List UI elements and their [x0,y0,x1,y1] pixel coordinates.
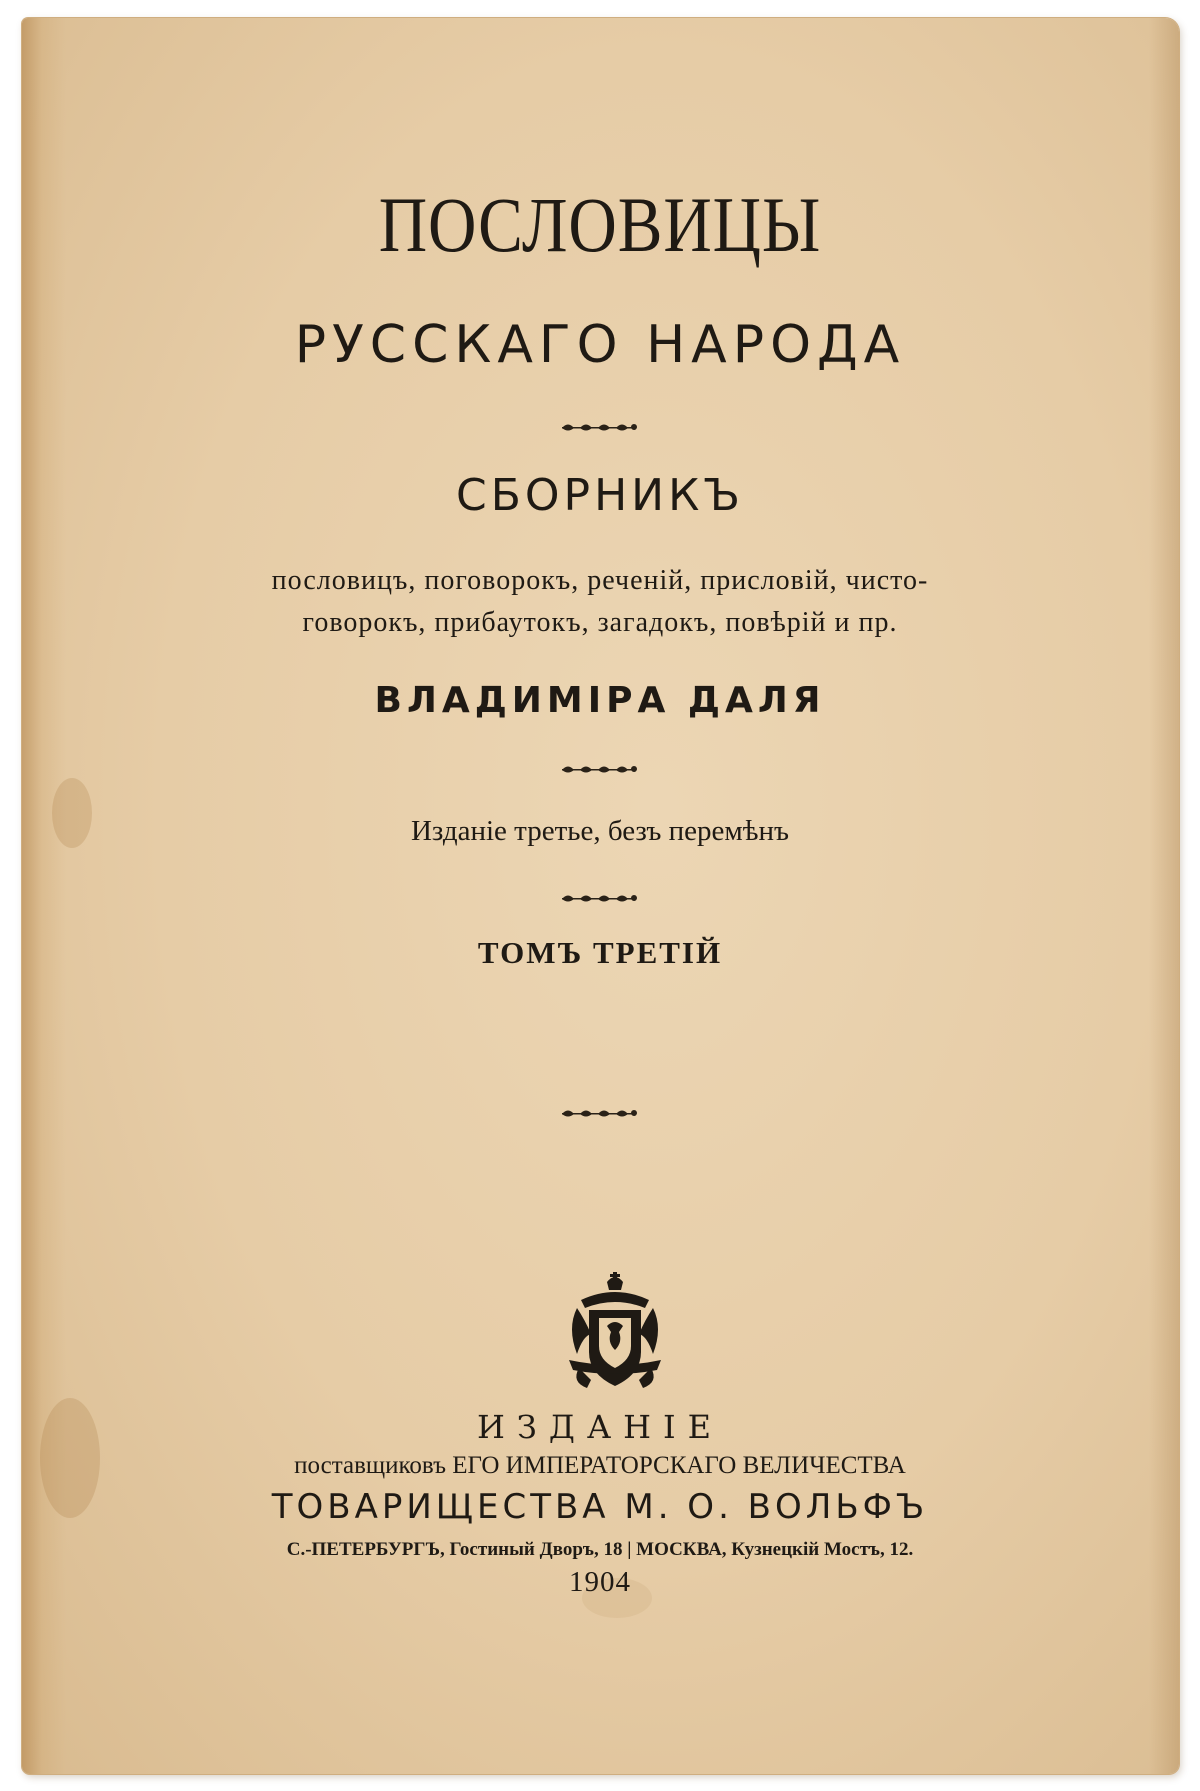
imprint-supplier: поставщиковъ ЕГО ИМПЕРАТОРСКАГО ВЕЛИЧЕСТВА [294,1452,906,1479]
imprint-label: ИЗДАНІЕ [477,1408,723,1446]
title-line-2: РУССКАГО НАРОДА [294,315,906,375]
title-line-1: ПОСЛОВИЦЫ [378,181,822,268]
publisher-name: ТОВАРИЩЕСТВА М. О. ВОЛЬФЪ [271,1487,929,1527]
edition-note: Изданіе третье, безъ перемѣнъ [410,815,790,847]
floral-ornament-icon [0,760,1200,778]
contents-line-1: пословицъ, поговорокъ, реченій, присловій, чисто- [271,565,929,596]
contents-line-2: говорокъ, прибаутокъ, загадокъ, повѣрій и пр. [302,607,898,638]
collection-heading: СБОРНИКЪ [456,470,744,521]
imperial-coat-of-arms-icon [559,1272,671,1398]
floral-ornament-icon [0,889,1200,907]
author-name: ВЛАДИМІРА ДАЛЯ [374,680,826,721]
floral-ornament-icon [0,418,1200,436]
publication-year: 1904 [569,1566,631,1598]
floral-ornament-icon [0,1104,1200,1122]
publisher-addresses: С.-ПЕТЕРБУРГЪ, Гостиный Дворъ, 18 | МОСКВА, Кузнецкій Мостъ, 12. [286,1539,914,1560]
volume-label: ТОМЪ ТРЕТІЙ [477,935,723,970]
